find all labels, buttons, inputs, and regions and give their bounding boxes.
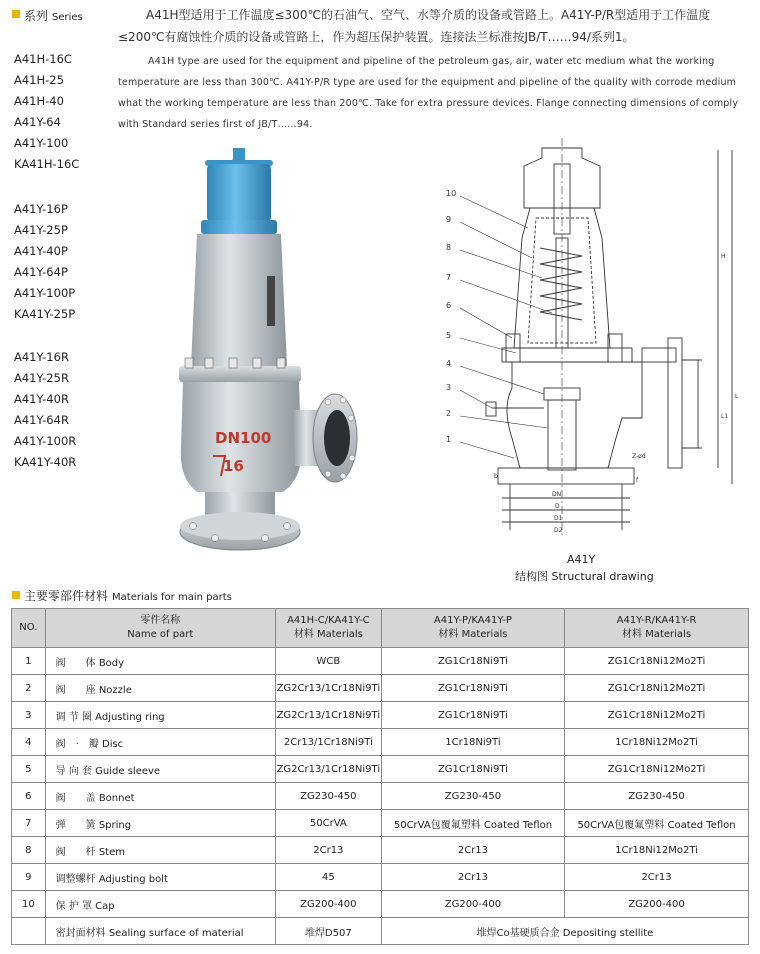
model-item: A41Y-64P	[14, 265, 68, 279]
body-text-dn: DN100	[215, 429, 272, 447]
dim-label: D1	[554, 515, 563, 522]
series-bullet-icon	[12, 10, 20, 18]
drawing-body	[507, 362, 642, 468]
part-label: 2	[446, 409, 452, 418]
table-header-row	[12, 609, 749, 648]
dim-label: f	[636, 477, 639, 484]
dim-label: H	[721, 253, 726, 260]
part-label: 8	[446, 243, 452, 252]
dim-label: D	[555, 503, 560, 510]
materials-title: 主要零部件材料 Materials for main parts	[24, 589, 232, 603]
part-label: 7	[446, 273, 452, 282]
dim-label: D2	[554, 527, 563, 534]
part-label: 9	[446, 215, 452, 224]
model-item: A41Y-64R	[14, 413, 69, 427]
intro-english: A41H type are used for the equipment and pipeline of the petroleum gas, air, water etc medium what the working temperature are less than 300℃. A41Y-P/R type are used for the equipment and pipeline of the quality with corrode medium what the working temperature are less than 200℃. Take for extra pressure devices. Flange connecting dimensions of comply with Standard series first of JB/T……94.	[118, 56, 739, 130]
header-col1: A41H-C/KA41Y-C 材料 Materials	[275, 609, 381, 648]
table-row: 5 导 向 套 Guide sleeve ZG2Cr13/1Cr18Ni9Ti ZG1Cr18Ni9Ti ZG1Cr18Ni12Mo2Ti	[12, 756, 749, 783]
model-item: A41H-16C	[14, 52, 72, 66]
model-item: A41H-25	[14, 73, 64, 87]
table-row-sealing: 密封面材料 Sealing surface of material 堆焊D507 堆焊Co基硬质合金 Depositing stellite	[12, 918, 749, 945]
dim-label: DN	[552, 491, 562, 498]
model-item: A41Y-40P	[14, 244, 68, 258]
table-row: 7 弹 簧 Spring 50CrVA 50CrVA包覆氟塑料 Coated Teflon 50CrVA包覆氟塑料 Coated Teflon	[12, 810, 749, 837]
model-group-h	[14, 49, 79, 175]
table-row: 8 阀 杆 Stem 2Cr13 2Cr13 1Cr18Ni12Mo2Ti	[12, 837, 749, 864]
model-item: A41H-40	[14, 94, 64, 108]
model-item: KA41H-16C	[14, 157, 80, 171]
part-label: 3	[446, 383, 452, 392]
header-no: NO.	[12, 609, 46, 648]
model-group-p	[14, 199, 75, 325]
dim-label: L1	[721, 413, 729, 420]
valve-photo	[175, 148, 375, 558]
cap-tab	[233, 148, 245, 162]
table-row: 3 调 节 圈 Adjusting ring ZG2Cr13/1Cr18Ni9Ti ZG1Cr18Ni9Ti ZG1Cr18Ni12Mo2Ti	[12, 702, 749, 729]
drawing-caption: 结构图 Structural drawing	[515, 570, 654, 583]
table-row: 10 保 护 罩 Cap ZG200-400 ZG200-400 ZG200-400	[12, 891, 749, 918]
table-row: 6 阀 盖 Bonnet ZG230-450 ZG230-450 ZG230-450	[12, 783, 749, 810]
model-group-r	[14, 347, 76, 473]
part-label: 4	[446, 359, 452, 368]
part-label: 1	[446, 435, 452, 444]
part-label: 5	[446, 331, 452, 340]
model-item: A41Y-16R	[14, 350, 69, 364]
header-name: 零件名称 Name of part	[45, 609, 275, 648]
part-label: 6	[446, 301, 452, 310]
header-col3: A41Y-R/KA41Y-R 材料 Materials	[565, 609, 749, 648]
materials-table	[11, 608, 749, 945]
model-item: KA41Y-25P	[14, 307, 76, 321]
dim-label: b	[494, 473, 498, 480]
model-item: A41Y-25R	[14, 371, 69, 385]
table-row: 4 阀 · 瓣 Disc 2Cr13/1Cr18Ni9Ti 1Cr18Ni9Ti 1Cr18Ni12Mo2Ti	[12, 729, 749, 756]
dim-label: L	[735, 393, 739, 400]
model-item: A41Y-100R	[14, 434, 77, 448]
header-col2: A41Y-P/KA41Y-P 材料 Materials	[381, 609, 564, 648]
intro-chinese: A41H型适用于工作温度≤300℃的石油气、空气、水等介质的设备或管路上。A41Y-P/R型适用于工作温度≤200℃有腐蚀性介质的设备或管路上，作为超压保护装置。连接法兰标准按JB/T……94/系列1。	[118, 8, 711, 44]
dim-label: Z-ød	[632, 453, 646, 460]
drawing-outlet-flange	[668, 338, 682, 468]
model-item: A41Y-100P	[14, 286, 76, 300]
model-item: A41Y-64	[14, 115, 61, 129]
cap	[207, 164, 271, 222]
model-item: A41Y-100	[14, 136, 69, 150]
table-row: 2 阀 座 Nozzle ZG2Cr13/1Cr18Ni9Ti ZG1Cr18Ni9Ti ZG1Cr18Ni12Mo2Ti	[12, 675, 749, 702]
nameplate	[267, 276, 275, 326]
series-title: 系列 Series	[24, 9, 83, 23]
body-text-pn: 16	[223, 457, 244, 475]
materials-bullet-icon	[12, 591, 20, 599]
model-item: A41Y-16P	[14, 202, 68, 216]
drawing-spring	[540, 248, 582, 320]
structural-drawing	[432, 138, 752, 558]
model-item: A41Y-25P	[14, 223, 68, 237]
model-item: A41Y-40R	[14, 392, 69, 406]
table-row: 1 阀 体 Body WCB ZG1Cr18Ni9Ti ZG1Cr18Ni12Mo2Ti	[12, 648, 749, 675]
table-row: 9 调整螺杆 Adjusting bolt 45 2Cr13 2Cr13	[12, 864, 749, 891]
part-label: 10	[446, 189, 457, 198]
drawing-model: A41Y	[567, 553, 596, 566]
model-item: KA41Y-40R	[14, 455, 77, 469]
